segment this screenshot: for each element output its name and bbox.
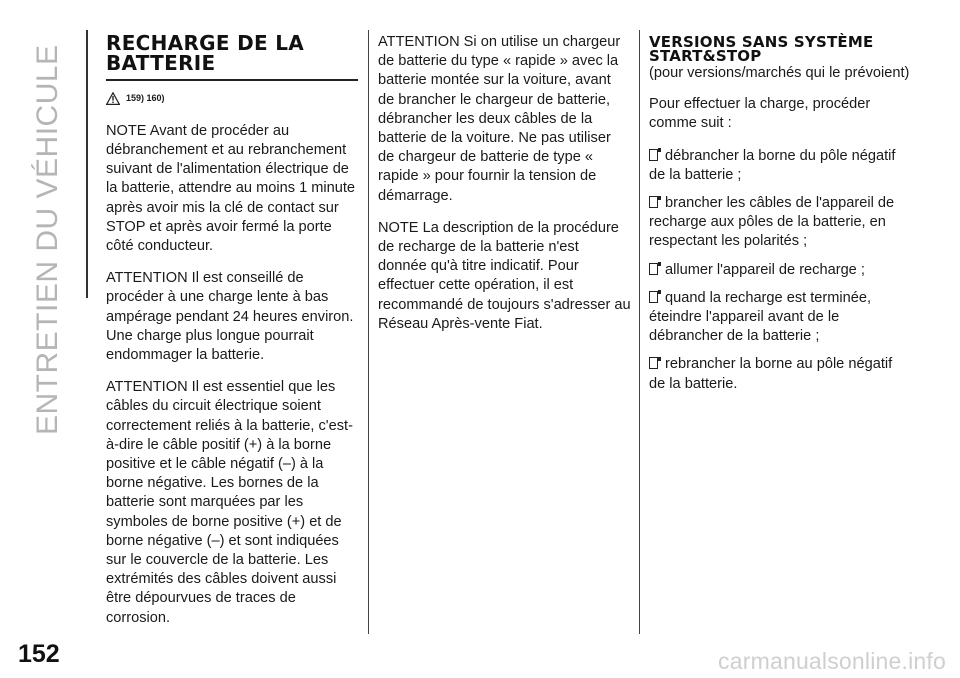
subsection-heading: VERSIONS SANS SYSTÈME START&STOP — [649, 33, 874, 65]
paragraph: ATTENTION Il est essentiel que les câbles du circuit électrique soient correctement reliés à la batterie, c'est-à-dire le câble positif (+) à la borne positive et le câble négatif (–) à la borne négative. Les bornes de la batterie sont marquées par les symboles de borne positive (+) et de borne négative (–) et sont indiquées sur le couvercle de la batterie. Les extrémités des câbles doivent aussi être dépourvues de traces de corrosion. — [106, 379, 353, 626]
list-item-text: allumer l'appareil de recharge ; — [665, 261, 865, 278]
paragraph: NOTE Avant de procéder au débranchement et au rebranchement suivant de l'alimentation électrique de la batterie, attendre au moins 1 minute après avoir mis la clé de contact sur STOP et après avoir fermé la porte côté conducteur. — [106, 122, 356, 254]
paragraph: ATTENTION Si on utilise un chargeur de batterie du type « rapide » avec la batterie montée sur la voiture, avant de brancher le chargeur de batterie, débrancher les deux câbles de la batterie de la voiture. Ne pas utiliser de chargeur de batterie de type « rapide » pour fournir la tension de démarrage. — [378, 34, 621, 204]
side-rule — [86, 30, 88, 298]
side-section-title: ENTRETIEN DU VÉHICULE — [31, 44, 64, 435]
column-divider-1 — [368, 30, 369, 634]
bullet-box-icon — [649, 291, 658, 303]
list-item — [649, 194, 911, 252]
paragraph: ATTENTION Il est conseillé de procéder à une charge lente à bas ampérage pendant 24 heures environ. Une charge plus longue pourrait endommager la batterie. — [106, 270, 354, 363]
list-item-text: quand la recharge est terminée, éteindre l'appareil avant de le débrancher de la batterie ; — [649, 289, 872, 345]
list-item-text: rebrancher la borne au pôle négatif de la batterie. — [649, 356, 893, 392]
watermark: carmanualsonline.info — [718, 648, 946, 674]
reference-numbers: 159) 160) — [126, 92, 165, 103]
heading-rule — [106, 79, 358, 81]
list-item — [649, 289, 911, 347]
page-number: 152 — [18, 640, 60, 668]
column-divider-2 — [639, 30, 640, 634]
section-heading: RECHARGE DE LA BATTERIE — [106, 31, 305, 75]
column-2 — [378, 33, 631, 347]
bullet-box-icon — [649, 149, 658, 161]
subsection-note: (pour versions/marchés qui le prévoient) — [649, 65, 910, 81]
list-item-text: débrancher la borne du pôle négatif de la batterie ; — [649, 147, 896, 183]
list-item — [649, 147, 911, 185]
bullet-box-icon — [649, 263, 658, 275]
list-item — [649, 261, 911, 280]
column-1 — [106, 33, 358, 641]
warning-reference — [106, 89, 358, 108]
intro-paragraph: Pour effectuer la charge, procéder comme suit : — [649, 96, 871, 132]
column-3 — [649, 35, 911, 403]
paragraph: NOTE La description de la procédure de recharge de la batterie n'est donnée qu'à titre indicatif. Pour effectuer cette opération, il est recommandé de toujours s'adresser au Réseau Après-vente Fiat. — [378, 219, 631, 332]
warning-triangle-icon — [106, 92, 120, 105]
bullet-box-icon — [649, 196, 658, 208]
list-item-text: brancher les câbles de l'appareil de recharge aux pôles de la batterie, en respectant les polarités ; — [649, 195, 895, 250]
bullet-box-icon — [649, 357, 658, 369]
list-item — [649, 355, 911, 393]
